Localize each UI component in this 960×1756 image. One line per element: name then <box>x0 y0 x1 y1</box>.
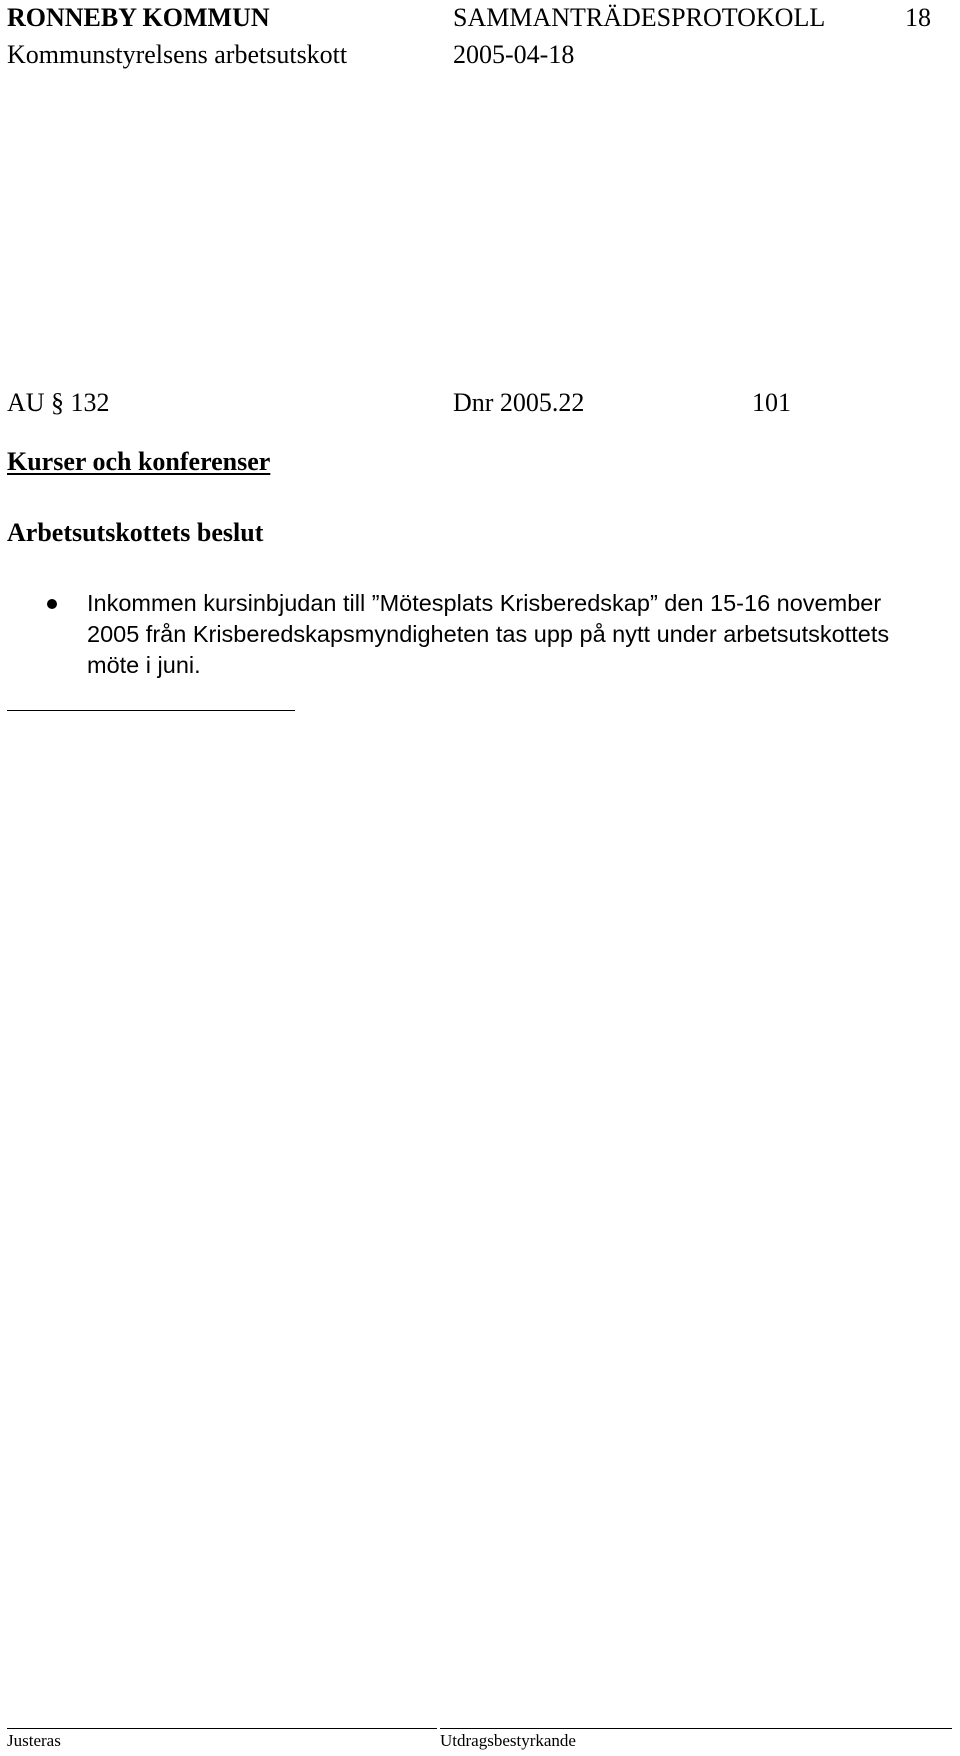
decision-heading: Arbetsutskottets beslut <box>7 518 264 547</box>
paragraph-reference: AU § 132 <box>7 388 110 417</box>
reference-code: 101 <box>752 388 791 417</box>
document-type: SAMMANTRÄDESPROTOKOLL <box>453 3 826 32</box>
decision-text <box>87 588 889 681</box>
committee-name: Kommunstyrelsens arbetsutskott <box>7 40 348 69</box>
item-title: Kurser och konferenser <box>7 447 271 476</box>
page-number: 18 <box>905 3 931 32</box>
decision-line-3: möte i juni. <box>87 652 201 678</box>
bullet-icon <box>47 599 57 609</box>
footer-justeras: Justeras <box>7 1731 61 1750</box>
organization-name: RONNEBY KOMMUN <box>7 3 270 32</box>
footer-rule-left <box>7 1728 437 1729</box>
footer-rule-right <box>440 1728 952 1729</box>
decision-line-1: Inkommen kursinbjudan till ”Mötesplats Krisberedskap” den 15-16 november <box>87 590 882 616</box>
decision-line-2: 2005 från Krisberedskapsmyndigheten tas upp på nytt under arbetsutskottets <box>87 621 890 647</box>
diary-number: Dnr 2005.22 <box>453 388 585 417</box>
section-divider <box>7 710 295 711</box>
meeting-date: 2005-04-18 <box>453 40 575 69</box>
footer-utdragsbestyrkande: Utdragsbestyrkande <box>440 1731 576 1750</box>
